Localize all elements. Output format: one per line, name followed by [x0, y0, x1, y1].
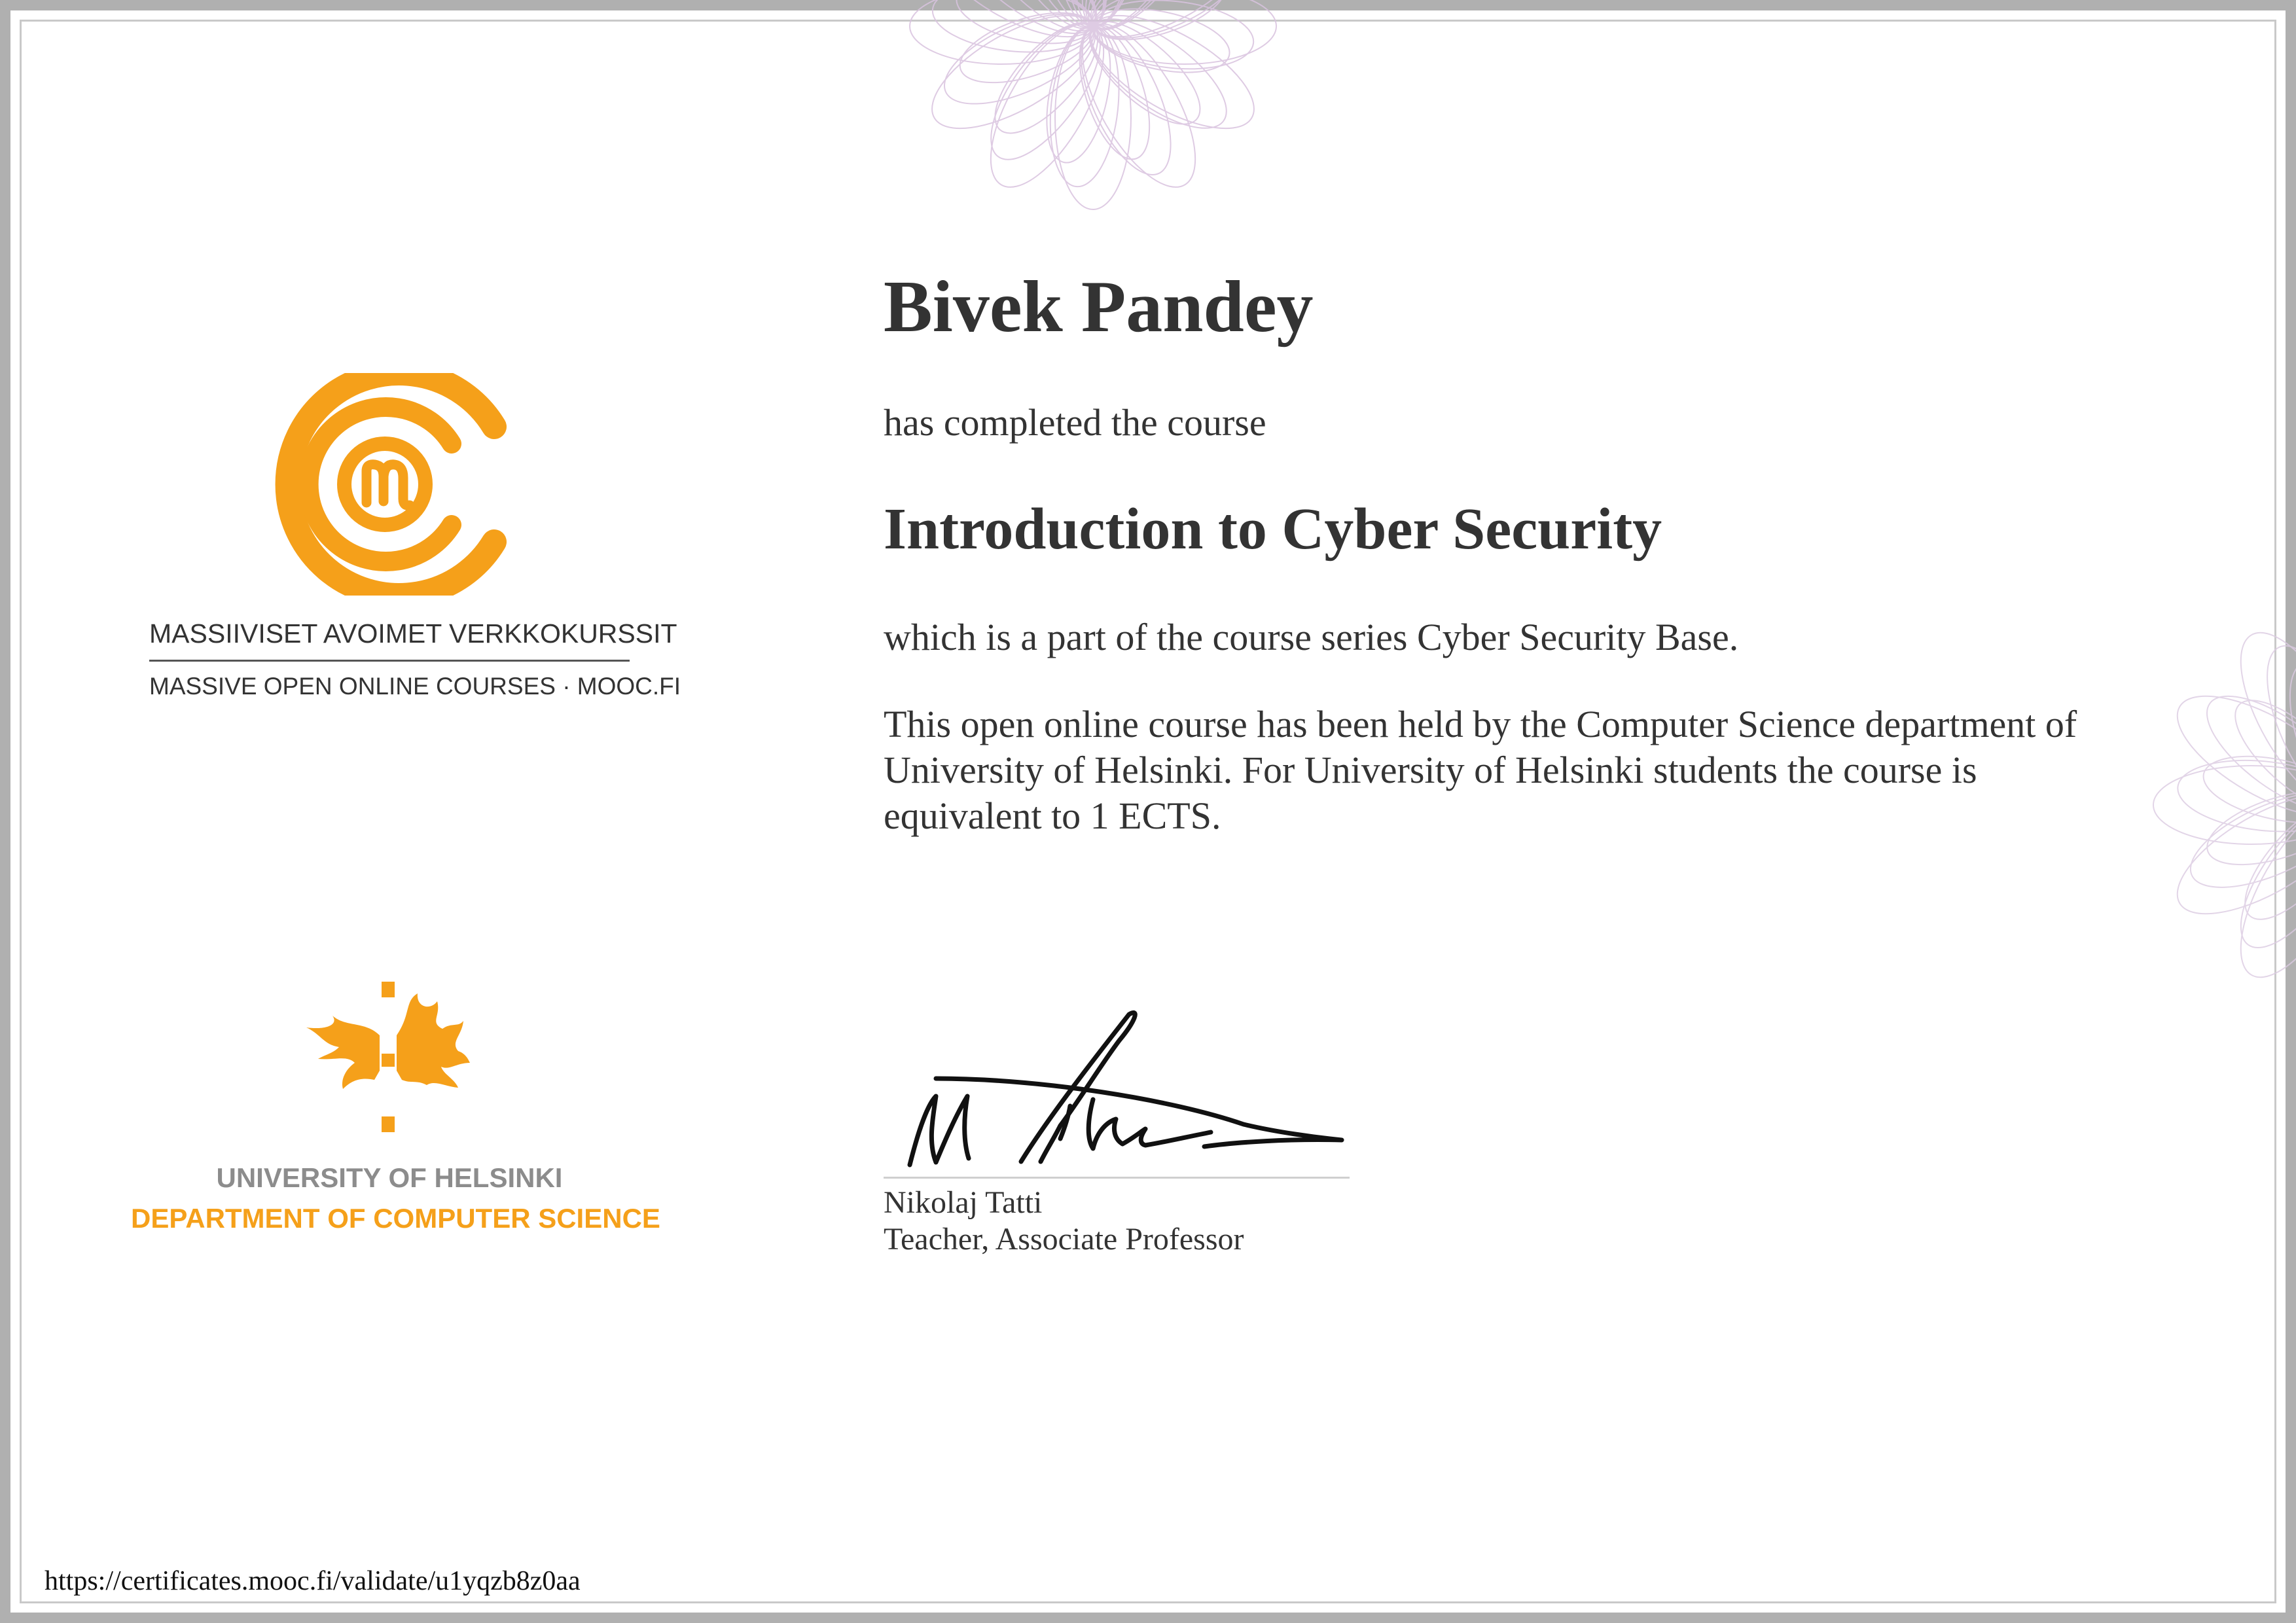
recipient-name: Bivek Pandey — [884, 266, 1314, 348]
department-name: DEPARTMENT OF COMPUTER SCIENCE — [131, 1203, 660, 1234]
mooc-divider — [149, 660, 630, 662]
validation-link[interactable]: https://certificates.mooc.fi/validate/u1yqzb8z0aa — [45, 1566, 581, 1596]
signatory-name: Nikolaj Tatti — [884, 1185, 1043, 1220]
right-rosette-decoration — [2127, 589, 2296, 1034]
course-description: This open online course has been held by the Computer Science department of University of Helsinki. For University of Helsinki students the course is equivalent to 1 ECTS. — [884, 703, 2077, 837]
mooc-m-spiral-icon — [268, 373, 511, 596]
completion-statement: has completed the course — [884, 401, 1266, 444]
mooc-english-tagline: MASSIVE OPEN ONLINE COURSES · MOOC.FI — [149, 673, 681, 700]
signature-line — [884, 1177, 1350, 1179]
signatory-title: Teacher, Associate Professor — [884, 1222, 1244, 1257]
university-name: UNIVERSITY OF HELSINKI — [216, 1162, 563, 1193]
handwritten-signature — [897, 1008, 1355, 1185]
course-title: Introduction to Cyber Security — [884, 497, 1662, 562]
course-series-statement: which is a part of the course series Cyber Security Base. — [884, 616, 1739, 658]
university-flame-icon — [306, 982, 470, 1132]
top-rosette-decoration — [844, 0, 1342, 275]
mooc-finnish-tagline: MASSIIVISET AVOIMET VERKKOKURSSIT — [149, 618, 677, 649]
